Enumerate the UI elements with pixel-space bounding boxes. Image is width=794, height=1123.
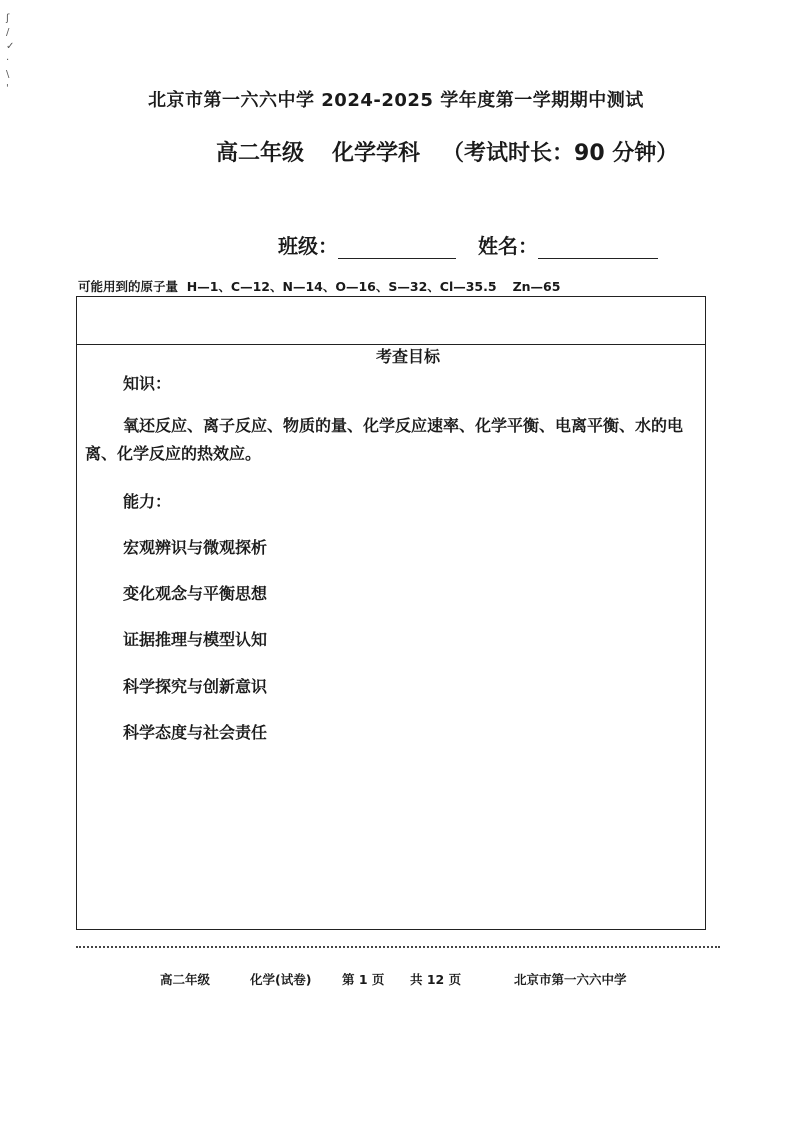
grade-label: 高二年级 xyxy=(216,141,305,166)
atomic-masses-label: 可能用到的原子量 xyxy=(78,279,179,294)
exam-subtitle xyxy=(216,136,678,167)
footer-total-pages: 共 12 页 xyxy=(410,972,462,987)
class-blank[interactable] xyxy=(338,236,456,259)
atomic-mass-item: O—16、 xyxy=(335,279,389,294)
name-blank[interactable] xyxy=(538,236,658,259)
footer-page-number: 第 1 页 xyxy=(342,972,385,987)
footer-school: 北京市第一六六中学 xyxy=(514,972,627,987)
student-info-row xyxy=(278,230,658,259)
margin-mark: \ xyxy=(6,69,10,80)
atomic-masses xyxy=(78,277,560,295)
margin-mark: ' xyxy=(6,83,9,94)
atomic-mass-item: S—32、 xyxy=(388,279,440,294)
footer-grade: 高二年级 xyxy=(160,972,211,987)
duration-label: （考试时长：90 分钟） xyxy=(442,141,679,166)
margin-mark: / xyxy=(6,27,10,38)
ability-item: 证据推理与模型认知 xyxy=(123,630,268,649)
knowledge-label: 知识： xyxy=(123,374,172,393)
atomic-mass-item: H—1、 xyxy=(186,279,231,294)
atomic-mass-item: C—12、 xyxy=(230,279,283,294)
subject-label: 化学学科 xyxy=(332,141,421,166)
objectives-box xyxy=(76,296,706,930)
atomic-mass-item: Zn—65 xyxy=(512,279,561,294)
footer-subject: 化学(试卷) xyxy=(250,972,312,987)
margin-mark: ✓ xyxy=(6,41,15,52)
footer-divider xyxy=(76,946,720,948)
objectives-title-text: 考查目标 xyxy=(375,347,440,366)
name-label: 姓名： xyxy=(478,234,538,258)
ability-item: 宏观辨识与微观探析 xyxy=(123,538,268,557)
objectives-title xyxy=(77,297,705,366)
class-label: 班级： xyxy=(278,234,338,258)
atomic-mass-item: Cl—35.5 xyxy=(439,279,497,294)
exam-title: 北京市第一六六中学 2024-2025 学年度第一学期期中测试 xyxy=(148,90,644,111)
margin-mark: ʃ xyxy=(6,13,10,24)
margin-mark: · xyxy=(6,55,10,66)
margin-scan-marks xyxy=(6,12,20,96)
atomic-mass-item: N—14、 xyxy=(282,279,336,294)
ability-label: 能力： xyxy=(123,492,172,511)
ability-item: 科学态度与社会责任 xyxy=(123,723,268,742)
knowledge-text: 氧还反应、离子反应、物质的量、化学反应速率、化学平衡、电离平衡、水的电离、化学反应的热效应。 xyxy=(85,416,684,463)
ability-item: 变化观念与平衡思想 xyxy=(123,584,268,603)
ability-item: 科学探究与创新意识 xyxy=(123,677,268,696)
